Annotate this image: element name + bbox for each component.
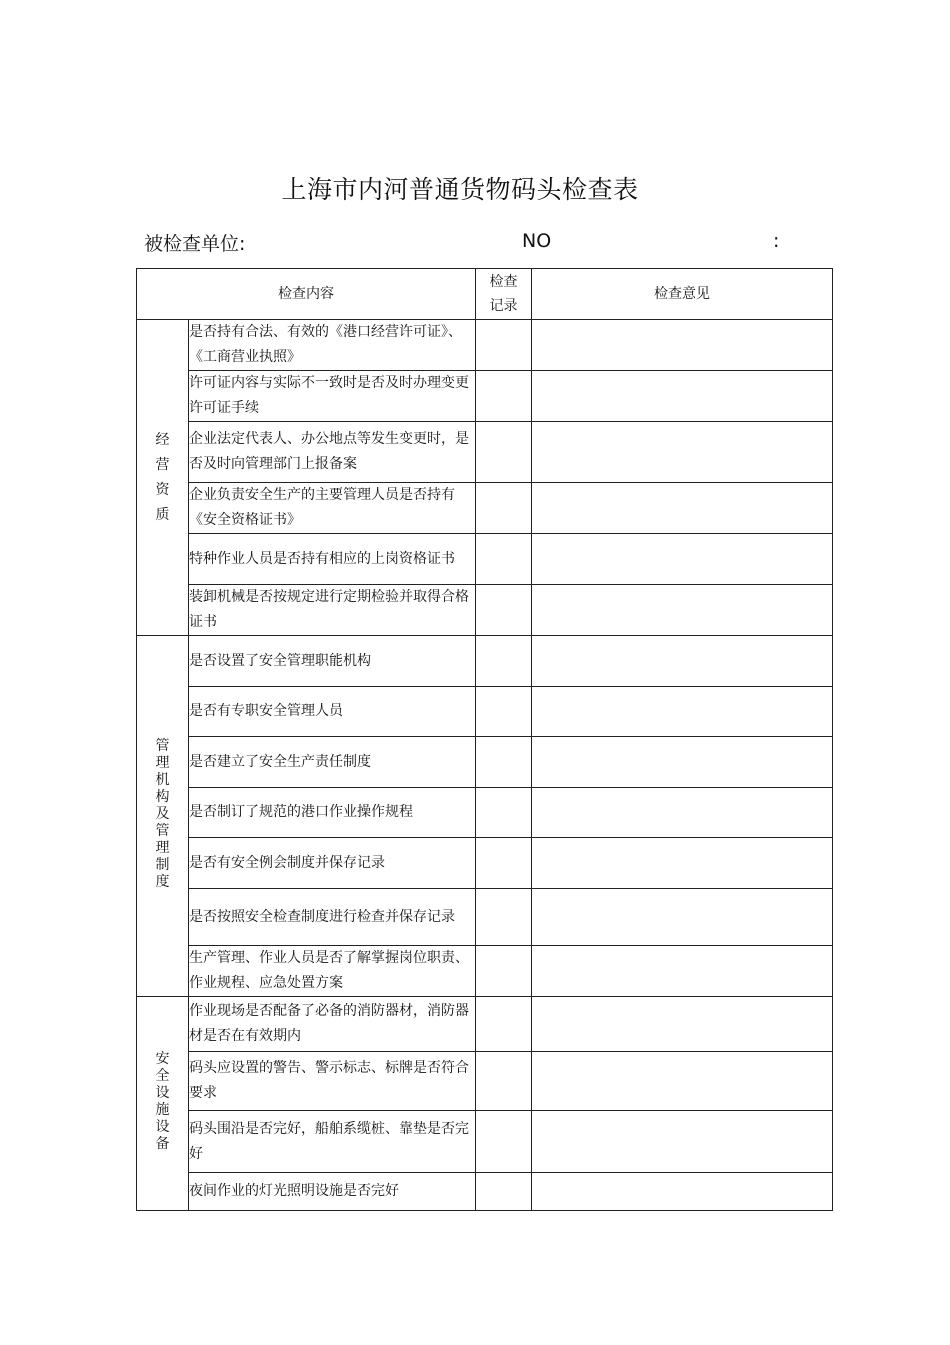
check-item: 是否建立了安全生产责任制度 (189, 737, 476, 788)
table-row (137, 838, 833, 889)
check-item: 生产管理、作业人员是否了解掌握岗位职责、作业规程、应急处置方案 (189, 946, 476, 997)
header-opinion: 检查意见 (532, 269, 833, 320)
check-item: 码头围沿是否完好，船舶系缆桩、靠垫是否完好 (189, 1111, 476, 1173)
table-row (137, 585, 833, 636)
check-item: 企业法定代表人、办公地点等发生变更时，是否及时向管理部门上报备案 (189, 422, 476, 483)
record-cell[interactable] (476, 687, 532, 737)
check-item: 是否有安全例会制度并保存记录 (189, 838, 476, 889)
record-cell[interactable] (476, 585, 532, 636)
record-cell[interactable] (476, 422, 532, 483)
opinion-cell[interactable] (532, 1052, 833, 1111)
opinion-cell[interactable] (532, 788, 833, 838)
check-item: 是否有专职安全管理人员 (189, 687, 476, 737)
record-cell[interactable] (476, 320, 532, 371)
check-item: 夜间作业的灯光照明设施是否完好 (189, 1173, 476, 1211)
table-row (137, 1052, 833, 1111)
header-row (137, 269, 833, 320)
opinion-cell[interactable] (532, 737, 833, 788)
check-item: 码头应设置的警告、警示标志、标牌是否符合要求 (189, 1052, 476, 1111)
check-item: 是否持有合法、有效的《港口经营许可证》、《工商营业执照》 (189, 320, 476, 371)
inspection-table (136, 268, 833, 1211)
opinion-cell[interactable] (532, 320, 833, 371)
table-row (137, 371, 833, 422)
check-item: 特种作业人员是否持有相应的上岗资格证书 (189, 534, 476, 585)
category-label: 安全设施设备 (155, 1050, 170, 1152)
header-record-text: 检查记录 (489, 273, 518, 314)
opinion-cell[interactable] (532, 585, 833, 636)
opinion-cell[interactable] (532, 1173, 833, 1211)
table-row (137, 636, 833, 687)
check-item: 装卸机械是否按规定进行定期检验并取得合格证书 (189, 585, 476, 636)
opinion-cell[interactable] (532, 997, 833, 1052)
category-cell (137, 636, 189, 997)
record-cell[interactable] (476, 636, 532, 687)
opinion-cell[interactable] (532, 838, 833, 889)
record-cell[interactable] (476, 534, 532, 585)
page-title: 上海市内河普通货物码头检查表 (281, 175, 639, 204)
record-cell[interactable] (476, 483, 532, 534)
record-cell[interactable] (476, 1052, 532, 1111)
record-cell[interactable] (476, 946, 532, 997)
table-row (137, 534, 833, 585)
opinion-cell[interactable] (532, 371, 833, 422)
opinion-cell[interactable] (532, 483, 833, 534)
record-cell[interactable] (476, 788, 532, 838)
category-cell (137, 997, 189, 1211)
category-label: 管理机构及管理制度 (155, 737, 170, 890)
number-colon: : (773, 230, 780, 252)
table-row (137, 320, 833, 371)
header-record (476, 269, 532, 320)
table-row (137, 788, 833, 838)
table-row (137, 1173, 833, 1211)
table-row (137, 422, 833, 483)
header-content: 检查内容 (137, 269, 476, 320)
number-label: NO (522, 230, 552, 252)
opinion-cell[interactable] (532, 687, 833, 737)
inspected-unit-label: 被检查单位: (144, 233, 246, 255)
record-cell[interactable] (476, 997, 532, 1052)
category-label: 经营资质 (155, 431, 170, 523)
table-row (137, 889, 833, 946)
opinion-cell[interactable] (532, 1111, 833, 1173)
check-item: 许可证内容与实际不一致时是否及时办理变更许可证手续 (189, 371, 476, 422)
record-cell[interactable] (476, 737, 532, 788)
record-cell[interactable] (476, 1111, 532, 1173)
record-cell[interactable] (476, 889, 532, 946)
record-cell[interactable] (476, 371, 532, 422)
opinion-cell[interactable] (532, 636, 833, 687)
table-row (137, 997, 833, 1052)
opinion-cell[interactable] (532, 422, 833, 483)
check-item: 是否按照安全检查制度进行检查并保存记录 (189, 889, 476, 946)
table-row (137, 946, 833, 997)
check-item: 是否设置了安全管理职能机构 (189, 636, 476, 687)
record-cell[interactable] (476, 838, 532, 889)
table-row (137, 737, 833, 788)
opinion-cell[interactable] (532, 946, 833, 997)
table-row (137, 687, 833, 737)
table-row (137, 1111, 833, 1173)
check-item: 企业负责安全生产的主要管理人员是否持有《安全资格证书》 (189, 483, 476, 534)
record-cell[interactable] (476, 1173, 532, 1211)
category-cell (137, 320, 189, 636)
check-item: 是否制订了规范的港口作业操作规程 (189, 788, 476, 838)
table-row (137, 483, 833, 534)
check-item: 作业现场是否配备了必备的消防器材，消防器材是否在有效期内 (189, 997, 476, 1052)
opinion-cell[interactable] (532, 889, 833, 946)
opinion-cell[interactable] (532, 534, 833, 585)
